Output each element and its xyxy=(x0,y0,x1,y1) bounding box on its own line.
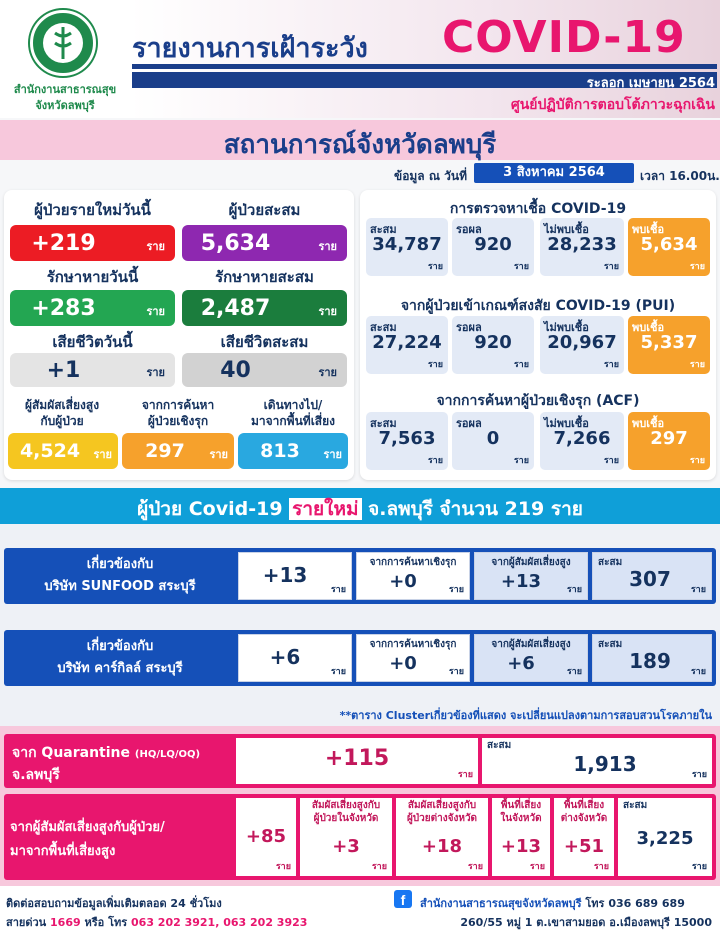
positive-label: พบเชื้อ xyxy=(632,321,665,334)
unit-label: ราย xyxy=(275,862,291,872)
contacts-c2-label1: สัมผัสเสี่ยงสูงกับ xyxy=(407,800,477,811)
quarantine-total-cell xyxy=(482,738,712,784)
unit-label: ราย xyxy=(689,262,705,272)
hotline-number[interactable]: 1669 xyxy=(50,916,81,929)
facebook-icon[interactable]: f xyxy=(394,890,412,908)
cluster-label xyxy=(8,634,232,682)
contacts-c3-cell xyxy=(492,798,550,876)
contacts-c4-cell xyxy=(554,798,614,876)
unit-label: ราย xyxy=(513,456,529,466)
unit-label: ราย xyxy=(690,585,706,595)
quarantine-row xyxy=(4,734,716,788)
positive-value: 5,634 xyxy=(640,234,698,255)
unit-label: ราย xyxy=(427,456,443,466)
cluster-contact-value: +13 xyxy=(500,571,542,592)
new-cases-bar xyxy=(0,488,720,524)
cluster-new-cell xyxy=(238,552,352,600)
unit-label: ราย xyxy=(427,360,443,370)
contacts-c1-label1: สัมผัสเสี่ยงสูงกับ xyxy=(311,800,381,811)
pending-value: 920 xyxy=(474,332,512,353)
unit-label: ราย xyxy=(566,667,582,677)
unit-label: ราย xyxy=(593,862,609,872)
pui-section-title: จากผู้ป่วยเข้าเกณฑ์สงสัย COVID-19 (PUI) xyxy=(400,298,676,314)
unit-label: ราย xyxy=(691,770,707,780)
unit-label: ราย xyxy=(448,667,464,677)
unit-label: ราย xyxy=(513,360,529,370)
negative-value: 7,266 xyxy=(553,428,611,449)
recovered-total-value: 2,487 xyxy=(200,295,271,321)
unit-label: ราย xyxy=(146,305,165,318)
contacts-c4-value: +51 xyxy=(563,836,605,857)
unit-label: ราย xyxy=(603,456,619,466)
org-line1: สำนักงานสาธารณสุข xyxy=(13,83,117,96)
unit-label: ราย xyxy=(427,262,443,272)
cluster-total-label: สะสม xyxy=(598,557,623,568)
deaths-today-label: เสียชีวิตวันนี้ xyxy=(52,333,133,351)
ops-center-label: ศูนย์ปฏิบัติการตอบโต้ภาวะฉุกเฉิน xyxy=(510,97,715,113)
new-cases-headline xyxy=(0,494,720,524)
positive-value: 297 xyxy=(650,428,688,449)
cluster-label-line1: เกี่ยวข้องกับ xyxy=(86,639,154,654)
pending-box xyxy=(452,218,534,276)
negative-box xyxy=(540,412,624,470)
negative-value: 20,967 xyxy=(547,332,617,353)
cluster-label-line1: เกี่ยวข้องกับ xyxy=(86,557,154,572)
footer-contact-line: ติดต่อสอบถามข้อมูลเพิ่มเติมตลอด 24 ชั่วโมง xyxy=(6,897,222,910)
cluster-total-cell xyxy=(592,634,712,682)
contacts-c3-value: +13 xyxy=(500,836,542,857)
fb-phone-prefix: โทร xyxy=(585,897,605,910)
contact-value-box xyxy=(8,433,118,469)
active-value: 297 xyxy=(145,440,185,462)
dateline-time: เวลา 16.00น. xyxy=(640,169,720,183)
unit-label: ราย xyxy=(689,456,705,466)
contacts-new-cell xyxy=(236,798,296,876)
deaths-total-value-box xyxy=(182,353,347,387)
ministry-logo-icon xyxy=(30,10,96,76)
negative-label: ไม่พบเชื้อ xyxy=(544,223,589,236)
fb-phone[interactable]: 036 689 689 xyxy=(608,897,685,910)
recovered-today-value: +283 xyxy=(31,295,96,321)
active-value-box xyxy=(122,433,234,469)
contacts-c2-value: +18 xyxy=(421,836,463,857)
acf-section-title: จากการค้นหาผู้ป่วยเชิงรุก (ACF) xyxy=(436,393,640,409)
contact-label-line1: ผู้สัมผัสเสี่ยงสูง xyxy=(24,398,100,412)
contacts-c1-value: +3 xyxy=(332,836,360,857)
wave-label: ระลอก เมษายน 2564 xyxy=(586,76,715,91)
quarantine-total-value: 1,913 xyxy=(573,752,637,776)
footer-address: 260/55 หมู่ 1 ต.เขาสามยอด อ.เมืองลพบุรี 15000 xyxy=(460,916,712,929)
contacts-total-label: สะสม xyxy=(623,800,648,811)
cluster-active-cell xyxy=(356,634,470,682)
positive-value: 5,337 xyxy=(640,332,698,353)
total-box xyxy=(366,316,448,374)
cluster-new-value: +6 xyxy=(269,645,301,669)
unit-label: ราย xyxy=(330,667,346,677)
unit-label: ราย xyxy=(146,366,165,379)
cluster-active-cell xyxy=(356,552,470,600)
cluster-active-label: จากการค้นหาเชิงรุก xyxy=(369,639,457,650)
cluster-total-cell xyxy=(592,552,712,600)
contacts-c3-label1: พื้นที่เสี่ยง xyxy=(500,800,542,811)
total-value: 27,224 xyxy=(372,332,442,353)
deaths-total-value: 40 xyxy=(220,357,251,383)
unit-label: ราย xyxy=(690,667,706,677)
positive-box xyxy=(628,218,710,276)
title-underline-bar xyxy=(132,64,717,69)
contacts-label-line2: มาจากพื้นที่เสี่ยงสูง xyxy=(10,844,116,859)
cluster-label-line2: บริษัท คาร์กิลล์ สระบุรี xyxy=(57,661,183,676)
total-value: 7,563 xyxy=(378,428,436,449)
deaths-today-value-box xyxy=(10,353,175,387)
quarantine-new-value: +115 xyxy=(324,746,390,771)
summary-card xyxy=(4,190,354,480)
cluster-note: **ตาราง Clusterเกี่ยวข้องที่แสดง จะเปลี่ยนแปลงตามการสอบสวนโรคภายใน xyxy=(339,709,712,722)
deaths-total-label: เสียชีวิตสะสม xyxy=(220,333,309,351)
cluster-label xyxy=(8,552,232,600)
pending-label: รอผล xyxy=(456,223,482,236)
new-today-value: +219 xyxy=(31,230,96,256)
footer xyxy=(0,886,720,934)
cumulative-value: 5,634 xyxy=(200,230,271,256)
unit-label: ราย xyxy=(448,585,464,595)
travel-value-box xyxy=(238,433,348,469)
cluster-row xyxy=(0,630,720,686)
dateline-date: 3 สิงหาคม 2564 xyxy=(474,163,634,183)
quarantine-new-cell xyxy=(236,738,478,784)
contacts-new-value: +85 xyxy=(245,826,287,847)
positive-label: พบเชื้อ xyxy=(632,417,665,430)
unit-label: ราย xyxy=(467,862,483,872)
cluster-total-value: 307 xyxy=(629,567,671,591)
cluster-active-label: จากการค้นหาเชิงรุก xyxy=(369,557,457,568)
cluster-total-label: สะสม xyxy=(598,639,623,650)
banner-title: สถานการณ์จังหวัดลพบุรี xyxy=(223,130,497,160)
cluster-new-cell xyxy=(238,634,352,682)
contacts-c2-cell xyxy=(396,798,488,876)
negative-box xyxy=(540,218,624,276)
recovered-total-label: รักษาหายสะสม xyxy=(215,268,314,286)
contacts-c4-label1: พื้นที่เสี่ยง xyxy=(563,800,605,811)
unit-label: ราย xyxy=(93,448,112,461)
unit-label: ราย xyxy=(318,305,337,318)
phone-numbers[interactable]: 063 202 3921, 063 202 3923 xyxy=(131,916,308,929)
new-cases-highlight: รายใหม่ xyxy=(289,498,361,520)
cluster-total-value: 189 xyxy=(629,649,671,673)
deaths-today-value: +1 xyxy=(46,357,81,383)
quarantine-total-label: สะสม xyxy=(487,740,512,751)
negative-label: ไม่พบเชื้อ xyxy=(544,321,589,334)
cluster-contact-label: จากผู้สัมผัสเสี่ยงสูง xyxy=(491,639,571,650)
header xyxy=(0,0,720,118)
pending-label: รอผล xyxy=(456,417,482,430)
contact-value: 4,524 xyxy=(19,440,81,462)
cluster-new-value: +13 xyxy=(262,563,308,587)
cluster-contact-label: จากผู้สัมผัสเสี่ยงสูง xyxy=(491,557,571,568)
unit-label: ราย xyxy=(457,770,473,780)
cumulative-label: ผู้ป่วยสะสม xyxy=(228,201,301,219)
unit-label: ราย xyxy=(330,585,346,595)
total-value: 34,787 xyxy=(372,234,442,255)
footer-hotline-line xyxy=(6,913,307,931)
fb-page-name[interactable]: สำนักงานสาธารณสุขจังหวัดลพบุรี xyxy=(420,897,582,910)
total-label: สะสม xyxy=(370,223,397,236)
quarantine-label-small: (HQ/LQ/OQ) xyxy=(134,749,201,760)
cluster-active-value: +0 xyxy=(389,571,417,592)
contacts-c1-cell xyxy=(300,798,392,876)
new-cases-prefix: ผู้ป่วย Covid-19 xyxy=(137,498,283,520)
unit-label: ราย xyxy=(603,262,619,272)
or-phone-label: หรือ โทร xyxy=(84,916,128,929)
unit-label: ราย xyxy=(146,240,165,253)
unit-label: ราย xyxy=(603,360,619,370)
dateline-prefix: ข้อมูล ณ วันที่ xyxy=(393,169,467,183)
org-line2: จังหวัดลพบุรี xyxy=(35,99,95,112)
pending-label: รอผล xyxy=(456,321,482,334)
unit-label: ราย xyxy=(318,366,337,379)
unit-label: ราย xyxy=(209,448,228,461)
new-today-value-box xyxy=(10,225,175,261)
pending-box xyxy=(452,316,534,374)
unit-label: ราย xyxy=(689,360,705,370)
contacts-total-cell xyxy=(618,798,712,876)
unit-label: ราย xyxy=(691,862,707,872)
hotline-prefix: สายด่วน xyxy=(6,916,47,929)
report-title-th: รายงานการเฝ้าระวัง xyxy=(132,33,368,64)
recovered-total-value-box xyxy=(182,290,347,326)
recovered-today-label: รักษาหายวันนี้ xyxy=(46,268,139,286)
cluster-contact-cell xyxy=(474,552,588,600)
contacts-row xyxy=(4,794,716,880)
quarantine-label-line2: จ.ลพบุรี xyxy=(12,767,60,783)
local-sources-section xyxy=(0,726,720,886)
cluster-contact-value: +6 xyxy=(507,653,535,674)
cluster-active-value: +0 xyxy=(389,653,417,674)
pending-value: 920 xyxy=(474,234,512,255)
situation-banner xyxy=(0,120,720,160)
total-box xyxy=(366,412,448,470)
unit-label: ราย xyxy=(323,448,342,461)
recovered-today-value-box xyxy=(10,290,175,326)
travel-label-line2: มาจากพื้นที่เสี่ยง xyxy=(250,414,336,428)
total-box xyxy=(366,218,448,276)
contact-label-line2: กับผู้ป่วย xyxy=(40,414,84,428)
negative-box xyxy=(540,316,624,374)
contacts-label-line1: จากผู้สัมผัสเสี่ยงสูงกับผู้ป่วย/ xyxy=(10,820,165,835)
positive-label: พบเชื้อ xyxy=(632,223,665,236)
cluster-label-line2: บริษัท SUNFOOD สระบุรี xyxy=(44,579,196,594)
quarantine-label-main: จาก Quarantine xyxy=(12,745,131,761)
testing-card xyxy=(360,190,716,480)
unit-label: ราย xyxy=(513,262,529,272)
unit-label: ราย xyxy=(529,862,545,872)
contacts-c2-label2: ผู้ป่วยต่างจังหวัด xyxy=(406,813,478,824)
negative-label: ไม่พบเชื้อ xyxy=(544,417,589,430)
new-cases-suffix: จ.ลพบุรี จำนวน 219 ราย xyxy=(368,498,583,520)
cumulative-value-box xyxy=(182,225,347,261)
cluster-row xyxy=(0,548,720,604)
travel-value: 813 xyxy=(260,440,300,462)
pending-box xyxy=(452,412,534,470)
total-label: สะสม xyxy=(370,321,397,334)
quarantine-label-line1 xyxy=(12,742,200,764)
unit-label: ราย xyxy=(318,240,337,253)
pending-value: 0 xyxy=(486,428,500,449)
positive-box xyxy=(628,316,710,374)
unit-label: ราย xyxy=(371,862,387,872)
footer-fb-line xyxy=(420,894,685,912)
contacts-c4-label2: ต่างจังหวัด xyxy=(560,813,608,824)
new-today-label: ผู้ป่วยรายใหม่วันนี้ xyxy=(34,201,151,219)
active-label-line1: จากการค้นหา xyxy=(141,398,215,412)
testing-section-title: การตรวจหาเชื้อ COVID-19 xyxy=(449,201,627,217)
travel-label-line1: เดินทางไป/ xyxy=(263,398,323,412)
clusters-section xyxy=(0,524,720,726)
unit-label: ราย xyxy=(566,585,582,595)
contacts-total-value: 3,225 xyxy=(636,828,694,849)
cluster-contact-cell xyxy=(474,634,588,682)
report-title-en: COVID-19 xyxy=(442,12,686,63)
positive-box xyxy=(628,412,710,470)
active-label-line2: ผู้ป่วยเชิงรุก xyxy=(147,414,209,428)
contacts-c3-label2: ในจังหวัด xyxy=(500,813,542,824)
total-label: สะสม xyxy=(370,417,397,430)
contacts-c1-label2: ผู้ป่วยในจังหวัด xyxy=(313,813,379,824)
negative-value: 28,233 xyxy=(547,234,617,255)
